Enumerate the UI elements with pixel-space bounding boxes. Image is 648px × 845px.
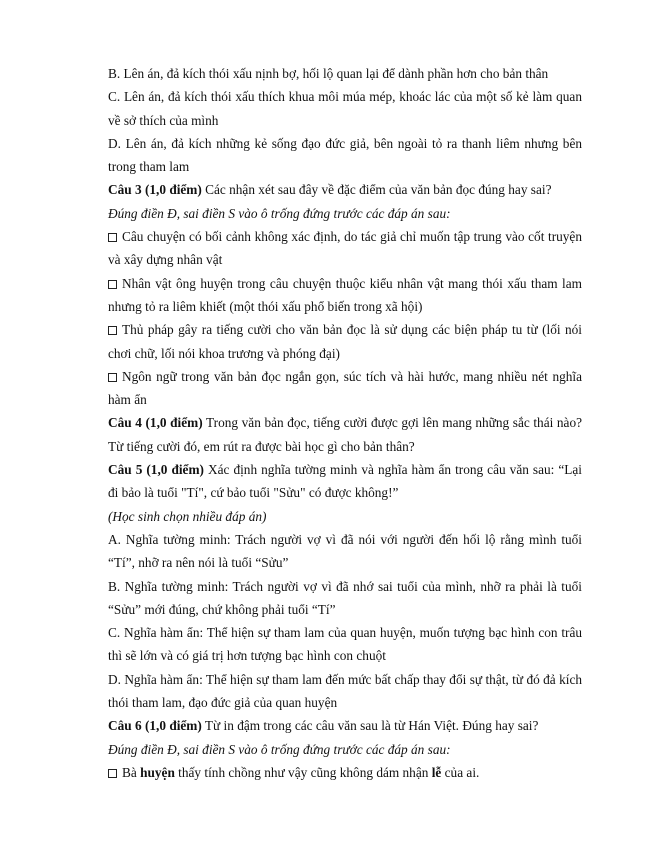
answer-option (108, 85, 582, 132)
statement-text: Thủ pháp gây ra tiếng cười cho văn bản đọc là sử dụng các biện pháp tu từ (lối nói chơi chữ, lối nói khoa trương và phóng đại) (108, 322, 582, 361)
statement-text: của ai. (441, 764, 480, 780)
question (108, 411, 582, 458)
checkbox-statement (108, 318, 582, 365)
instruction (108, 505, 582, 528)
question-label: Câu 3 (1,0 điểm) (108, 182, 202, 198)
option-text: B. Nghĩa tường minh: Trách người vợ vì đã nhớ sai tuổi của mình, nhỡ ra phải là tuổi “Sửu” mới đúng, chứ không phải tuổi “Tí” (108, 578, 582, 617)
option-text: B. Lên án, đả kích thói xấu nịnh bợ, hối lộ quan lại để dành phần hơn cho bản thân (108, 66, 549, 81)
option-text: C. Lên án, đả kích thói xấu thích khua môi múa mép, khoác lác của một số kẻ làm quan về sở thích của mình (108, 89, 582, 128)
answer-option (108, 62, 582, 85)
document-body (108, 62, 582, 784)
instruction-text: Đúng điền Đ, sai điền S vào ô trống đứng trước các đáp án sau: (108, 741, 451, 757)
bold-word: huyện (140, 764, 175, 780)
checkbox-statement (108, 761, 582, 784)
answer-option (108, 575, 582, 622)
instruction-text: Đúng điền Đ, sai điền S vào ô trống đứng trước các đáp án sau: (108, 205, 451, 221)
statement-text: Ngôn ngữ trong văn bản đọc ngắn gọn, súc tích và hài hước, mang nhiều nét nghĩa hàm ẩn (108, 368, 582, 408)
answer-option (108, 132, 582, 179)
statement-text: Câu chuyện có bối cảnh không xác định, do tác giả chỉ muốn tập trung vào cốt truyện và xây dựng nhân vật (108, 229, 582, 268)
statement-text: thấy tính chồng như vậy cũng không dám nhận (174, 764, 432, 780)
statement-text: Bà (122, 764, 141, 780)
checkbox-statement (108, 225, 582, 272)
answer-option (108, 668, 582, 715)
checkbox[interactable] (108, 769, 117, 778)
question-text: Trong văn bản đọc, tiếng cười được gợi lên mang những sắc thái nào? Từ tiếng cười đó, em rút ra được bài học gì cho bản thân? (108, 415, 583, 454)
checkbox-statement (108, 272, 582, 319)
instruction (108, 738, 582, 761)
instruction-text: (Học sinh chọn nhiều đáp án) (108, 508, 267, 524)
statement-text: Nhân vật ông huyện trong câu chuyện thuộc kiểu nhân vật mang thói xấu tham lam nhưng tỏ ra liêm khiết (một thói xấu phổ biến trong xã hội) (108, 275, 582, 314)
checkbox[interactable] (108, 373, 117, 382)
option-text: D. Nghĩa hàm ẩn: Thể hiện sự tham lam đến mức bất chấp thay đổi sự thật, từ đó đả kích thói tham lam, đạo đức giả của quan huyện (108, 671, 582, 711)
question-label: Câu 4 (1,0 điểm) (108, 415, 203, 431)
checkbox-statement (108, 365, 582, 412)
question (108, 178, 582, 201)
checkbox[interactable] (108, 233, 117, 242)
bold-word: lễ (431, 764, 442, 780)
question (108, 714, 582, 737)
checkbox[interactable] (108, 280, 117, 289)
question-text: Xác định nghĩa tường minh và nghĩa hàm ẩn trong câu văn sau: “Lại đi bảo là tuổi "Tí", cứ bảo tuổi "Sửu" có được không!” (108, 462, 583, 501)
option-text: A. Nghĩa tường minh: Trách người vợ vì đã nói với người đến hối lộ rằng mình tuổi “Tí”, nhỡ ra nên nói là tuổi “Sửu” (108, 531, 582, 571)
option-text: C. Nghĩa hàm ẩn: Thể hiện sự tham lam của quan huyện, muốn tượng bạc hình con trâu thì sẽ lớn và có giá trị hơn tượng bạc hình con chuột (108, 625, 582, 664)
question-text: Các nhận xét sau đây về đặc điểm của văn bản đọc đúng hay sai? (201, 182, 552, 198)
instruction (108, 202, 582, 225)
option-text: D. Lên án, đả kích những kẻ sống đạo đức giả, bên ngoài tỏ ra thanh liêm nhưng bên trong tham lam (108, 135, 582, 175)
checkbox[interactable] (108, 326, 117, 335)
question-label: Câu 5 (1,0 điểm) (108, 462, 204, 478)
answer-option (108, 621, 582, 668)
answer-option (108, 528, 582, 575)
question (108, 458, 582, 505)
question-label: Câu 6 (1,0 điểm) (108, 718, 202, 734)
question-text: Từ in đậm trong các câu văn sau là từ Hán Việt. Đúng hay sai? (201, 718, 539, 734)
